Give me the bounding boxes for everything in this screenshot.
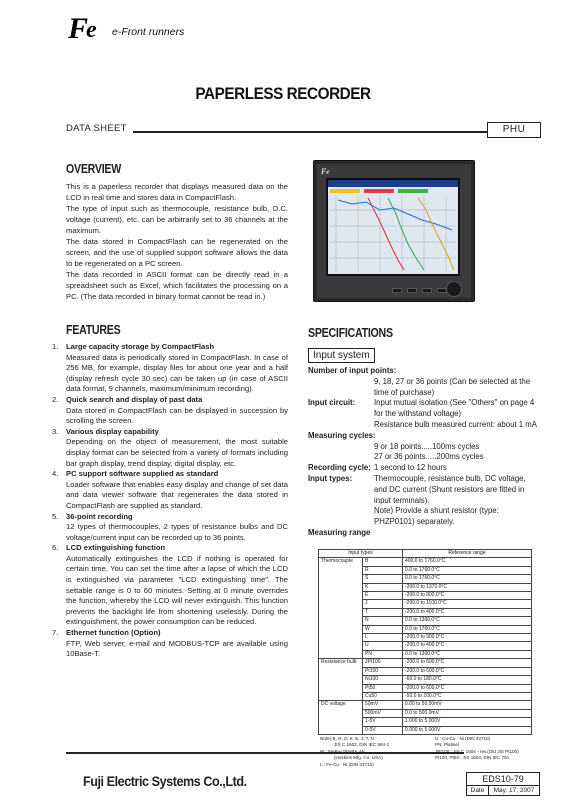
document-number: EDS10-79 — [466, 772, 540, 786]
table-cell-range: -200.0 to 1370.0°C — [403, 583, 532, 591]
header-rule — [66, 131, 541, 133]
recorder-key — [422, 288, 432, 293]
company-name: Fuji Electric Systems Co.,Ltd. — [83, 773, 247, 789]
spec-row-input-types — [308, 474, 538, 506]
recorder-key — [392, 288, 402, 293]
table-cell-range: -200.0 to 1100.0°C — [403, 600, 532, 608]
feature-body: Depending on the object of measurement, the most suitable display format can be selected from a variety of formats including bar graph display, trend display, digital display, etc. — [66, 437, 288, 468]
overview-paragraph: The data recorded in ASCII format can be directly read in a spreadsheet such as Excel, which facilitates the processing on a PC. (The data recorded in binary format cannot be read in.) — [66, 270, 288, 301]
note-line: (Hoskins Mfg. Co. USA) — [334, 755, 383, 761]
table-cell-range: 400.0 to 1760.0°C — [403, 558, 532, 566]
spec-val-recording-cycle: 1 second to 12 hours — [374, 463, 447, 473]
data-sheet-bar — [66, 122, 541, 138]
table-cell-input-type: Ni100 — [363, 676, 403, 684]
table-cell-range: 0.0 to 1300.0°C — [403, 650, 532, 658]
model-badge: PHU — [487, 122, 541, 138]
feature-item — [52, 395, 288, 427]
feature-body: Data stored in CompactFlash can be displayed in succession by scrolling the screen. — [66, 405, 288, 426]
overview-heading: OVERVIEW — [66, 162, 122, 176]
feature-title: Quick search and display of past data — [66, 394, 203, 404]
spec-val-input-circuit-current: Resistance bulb measured current: about 1 mA — [374, 419, 537, 429]
table-row — [319, 558, 532, 566]
recorder-dpad — [446, 281, 462, 297]
feature-title: Ethernet function (Option) — [66, 628, 161, 638]
note-line: JPt100 : JIS C 1604 - rev.(Old JIS Pt100) — [435, 748, 519, 754]
specifications-heading: SPECIFICATIONS — [308, 326, 393, 340]
table-cell-range: -200.0 to 600.0°C — [403, 667, 532, 675]
spec-key-number-of-points: Number of input points: — [308, 366, 397, 375]
feature-number: 7. — [52, 628, 59, 638]
table-group-name: DC voltage — [319, 701, 363, 735]
feature-item — [52, 469, 288, 511]
date-label: Date — [467, 786, 489, 795]
overview-text — [66, 181, 288, 302]
spec-val-measuring-cycle: 9 or 18 points.....100ms cycles — [374, 441, 480, 451]
feature-body: Loader software that enables easy display and change of set data and data viewer software that regenerates the data stored in CompactFlash are supplied as standard. — [66, 479, 288, 510]
table-cell-range: 0.000 to 5.000V — [403, 726, 532, 734]
spec-val-measuring-cycle: 27 or 36 points.....200ms cycles — [374, 452, 484, 462]
table-cell-input-type: J — [363, 600, 403, 608]
table-header-reference-range: Reference range — [403, 550, 532, 558]
input-system-label: Input system — [308, 348, 375, 363]
feature-title: PC support software supplied as standard — [66, 469, 219, 479]
table-cell-range: 0.0 to 500.0mV — [403, 709, 532, 717]
features-list — [52, 342, 288, 660]
trend-display-graphic — [328, 180, 458, 274]
spec-val-input-circuit: Input mutual isolation (See "Others" on page 4 for the withstand voltage) — [374, 398, 535, 419]
table-cell-input-type: T — [363, 608, 403, 616]
spec-row-input-circuit — [308, 398, 538, 420]
feature-body: Automatically extinguishes the LCD if nothing is operated for certain time. You can set the time after a lapse of which the LCD is extinguished via parameter "LCD extinguishing time". The settable range is 0 to 60 minutes. Setting at 0 minute overrides the function, whereby the LCD will never extinguish. This function prevents the backlight life from shortening uselessly. During the extinguishment, the power consumption can be reduced. — [66, 553, 288, 627]
table-cell-range: -200.0 to 400.0°C — [403, 608, 532, 616]
recorder-buttons — [392, 288, 447, 293]
recorder-product-image — [313, 160, 475, 302]
spec-key-input-types: Input types: — [308, 473, 353, 483]
note-line: JIS C 1602, DIN IEC 584-1 — [334, 742, 390, 748]
table-row — [319, 659, 532, 667]
spec-note-shunt: Note) Provide a shunt resistor (type: PHZP0101) separately. — [374, 506, 499, 527]
table-cell-input-type: W — [363, 625, 403, 633]
feature-item — [52, 512, 288, 544]
table-cell-range: 0.0 to 1760.0°C — [403, 566, 532, 574]
spec-key-recording-cycle: Recording cycle: — [308, 463, 371, 473]
table-cell-range: -200.0 to 800.0°C — [403, 592, 532, 600]
table-body — [319, 558, 532, 735]
note-line: Pt100, Pt50 : JIS 1604, DIN IEC 751 — [435, 755, 510, 761]
table-cell-range: -200.0 to 600.0°C — [403, 659, 532, 667]
note-line: Note) B, R, S, K, E, J, T, N : — [320, 736, 377, 741]
feature-number: 1. — [52, 342, 59, 351]
recorder-logo: Fe — [321, 167, 330, 176]
recorder-screen — [326, 178, 460, 276]
feature-item — [52, 628, 288, 660]
date-value: May. 17, 2007 — [493, 787, 535, 794]
spec-key-measuring-cycles: Measuring cycles: — [308, 430, 376, 440]
table-cell-range: 0.0 to 1300.0°C — [403, 617, 532, 625]
recorder-key — [407, 288, 417, 293]
table-cell-range: -200.0 to 600.0°C — [403, 684, 532, 692]
feature-title: Large capacity storage by CompactFlash — [66, 342, 215, 351]
table-cell-input-type: B — [363, 558, 403, 566]
table-cell-input-type: JPt100 — [363, 659, 403, 667]
spec-key-measuring-range: Measuring range — [308, 527, 371, 537]
table-group-name: Thermocouple — [319, 558, 363, 659]
brand-tagline: e-Front runners — [112, 26, 185, 38]
feature-body: 12 types of thermocouples, 2 types of resistance bulbs and DC voltage/current input can be recorded up to 36 points. — [66, 522, 288, 542]
specifications-body — [308, 366, 538, 539]
overview-paragraph: The type of input such as thermocouple, resistance bulb, D.C. voltage (current), etc. can be arbitrarily set to 36 channels at the maximum. — [66, 204, 288, 235]
table-cell-range: -200.0 to 400.0°C — [403, 642, 532, 650]
feature-number: 4. — [52, 469, 59, 479]
table-cell-range: -50.0 to 200.0°C — [403, 692, 532, 700]
page-title: PAPERLESS RECORDER — [195, 84, 371, 103]
feature-body: Measured data is periodically stored in CompactFlash. In case of 256 MB, for example, display files for about one year and a half (display refresh cycle 30 sec) can be taken up (in case of ASCII data format, 9 channels, maximum/minimum recording). — [66, 352, 288, 394]
feature-number: 2. — [52, 394, 59, 404]
feature-item — [52, 342, 288, 395]
table-cell-input-type: 0-5V — [363, 726, 403, 734]
table-cell-input-type: L — [363, 634, 403, 642]
table-cell-range: -200.0 to 900.0°C — [403, 634, 532, 642]
table-row — [319, 701, 532, 709]
table-cell-input-type: S — [363, 575, 403, 583]
feature-title: Various display capability — [66, 426, 159, 436]
feature-number: 5. — [52, 511, 59, 521]
measuring-range-table — [318, 549, 532, 735]
table-cell-input-type: 500mV — [363, 709, 403, 717]
spec-row-recording-cycle — [308, 463, 538, 474]
spec-val-number-of-points: 9, 18, 27 or 36 points (Can be selected at the time of purchase) — [374, 376, 531, 397]
table-cell-input-type: R — [363, 566, 403, 574]
table-cell-input-type: N — [363, 617, 403, 625]
table-cell-input-type: PN — [363, 650, 403, 658]
table-cell-range: 0.00 to 50.00mV — [403, 701, 532, 709]
feature-title: LCD extinguishing function — [66, 543, 166, 553]
table-header-input-types: Input types — [319, 550, 403, 558]
feature-number: 6. — [52, 543, 59, 553]
spec-val-input-types: Thermocouple, resistance bulb, DC voltage, and DC current (Shunt resistors are fitted in input terminals). — [374, 473, 526, 505]
feature-title: 36-point recording — [66, 511, 133, 521]
feature-item — [52, 427, 288, 469]
table-cell-input-type: U — [363, 642, 403, 650]
overview-paragraph: The data stored in CompactFlash can be regenerated on the screen, and the use of supplied support software allows the data to be regenerated on a PC screen. — [66, 237, 288, 268]
feature-body: FTP, Web server, e-mail and MODBUS-TCP are available using 10Base-T. — [66, 638, 288, 659]
fuji-logo — [68, 12, 185, 45]
table-cell-input-type: E — [363, 592, 403, 600]
table-cell-input-type: Pt50 — [363, 684, 403, 692]
note-line: U : Cu-Cu - Ni (DIN 43710) — [435, 736, 491, 741]
table-cell-input-type: Pt100 — [363, 667, 403, 675]
date-box — [466, 786, 540, 796]
table-cell-range: 1.000 to 5.000V — [403, 718, 532, 726]
footer-rule — [66, 752, 464, 754]
table-cell-range: 0.0 to 1760.0°C — [403, 625, 532, 633]
data-sheet-label: DATA SHEET — [66, 123, 133, 134]
note-line: L : Fe-Cu - Ni (DIN 43710) — [320, 761, 374, 767]
note-line: PN: Platinel — [435, 742, 460, 748]
table-cell-range: 0.0 to 1760.0°C — [403, 575, 532, 583]
table-cell-input-type: 50mV — [363, 701, 403, 709]
table-cell-input-type: Cu50 — [363, 692, 403, 700]
overview-paragraph: This is a paperless recorder that displays measured data on the LCD in real time and stores data in CompactFlash. — [66, 182, 288, 202]
table-cell-input-type: K — [363, 583, 403, 591]
fe-logo-mark: F e — [68, 12, 97, 45]
table-cell-range: -60.0 to 180.0°C — [403, 676, 532, 684]
table-header-row — [319, 550, 532, 558]
table-group-name: Resistance bulb — [319, 659, 363, 701]
feature-item — [52, 543, 288, 628]
table-cell-input-type: 1-5V — [363, 718, 403, 726]
features-heading: FEATURES — [66, 323, 121, 337]
note-line: W : 5%Re-26%Re -W — [320, 748, 365, 754]
spec-key-input-circuit: Input circuit: — [308, 398, 356, 408]
feature-number: 3. — [52, 426, 59, 436]
